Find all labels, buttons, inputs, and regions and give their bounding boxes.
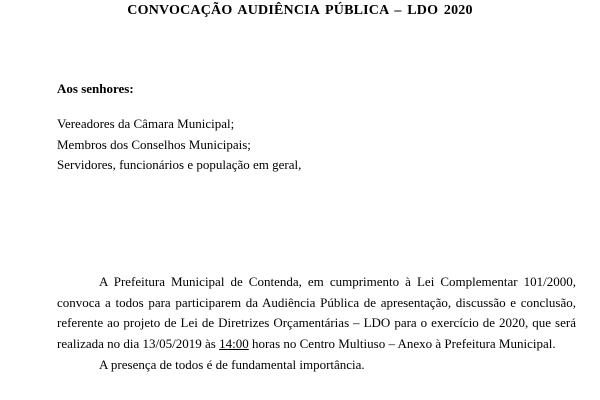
salutation: Aos senhores: bbox=[57, 81, 134, 96]
body-line: referente ao projeto de Lei de Diretrizes Orçamentárias – LDO para o exercício de 2020, que será bbox=[57, 315, 576, 330]
document-title: CONVOCAÇÃO AUDIÊNCIA PÚBLICA – LDO 2020 bbox=[127, 3, 473, 18]
meeting-time: 14:00 bbox=[219, 335, 249, 351]
body-line: A Prefeitura Municipal de Contenda, em cumprimento à Lei Complementar 101/2000, bbox=[99, 274, 576, 289]
body-text: horas no Centro Multiuso – Anexo à Prefeitura Municipal. bbox=[248, 335, 556, 351]
body-paragraph bbox=[57, 272, 576, 354]
recipient-item: Vereadores da Câmara Municipal; bbox=[57, 116, 235, 131]
recipient-item: Membros dos Conselhos Municipais; bbox=[57, 136, 251, 152]
body-text: realizada no dia 13/05/2019 às bbox=[57, 335, 220, 351]
body-line: convoca a todos para participarem da Audiência Pública de apresentação, discussão e conclusão, bbox=[57, 294, 576, 310]
closing-statement: A presença de todos é de fundamental importância. bbox=[99, 357, 365, 372]
body-line bbox=[57, 334, 576, 355]
recipients-list bbox=[57, 114, 301, 176]
recipient-item: Servidores, funcionários e população em geral, bbox=[57, 157, 302, 172]
